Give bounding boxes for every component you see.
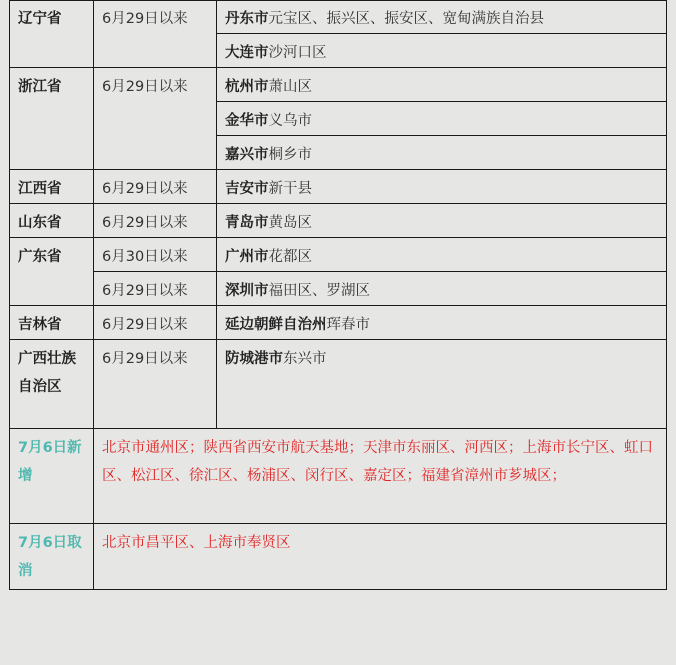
date-cell: 6月29日以来 (94, 68, 217, 170)
table-row (10, 429, 667, 524)
table-row (10, 238, 667, 272)
city-name: 杭州市 (225, 79, 269, 95)
district-names: 萧山区 (268, 79, 312, 95)
city-name: 大连市 (225, 45, 269, 61)
area-cell (217, 102, 667, 136)
date-cell: 6月29日以来 (94, 340, 217, 429)
area-cell (217, 238, 667, 272)
area-cell (217, 1, 667, 34)
city-name: 青岛市 (225, 215, 269, 231)
district-names: 桐乡市 (268, 147, 312, 163)
province-cell: 广东省 (10, 238, 94, 306)
district-names: 元宝区、振兴区、振安区、宽甸满族自治县 (268, 11, 544, 27)
table-row (10, 204, 667, 238)
district-names: 花都区 (268, 249, 312, 265)
date-cell: 6月29日以来 (94, 204, 217, 238)
area-cell (217, 68, 667, 102)
date-cell: 6月29日以来 (94, 170, 217, 204)
area-cell (217, 306, 667, 340)
city-name: 吉安市 (225, 181, 269, 197)
area-cell (217, 170, 667, 204)
table-row (10, 1, 667, 34)
province-cell: 辽宁省 (10, 1, 94, 68)
note-label-cancelled: 7月6日取消 (10, 524, 94, 590)
table-row (10, 272, 667, 306)
area-cell (217, 204, 667, 238)
district-names: 义乌市 (268, 113, 312, 129)
city-name: 丹东市 (225, 11, 269, 27)
risk-area-table (9, 0, 667, 590)
district-names: 东兴市 (283, 351, 327, 367)
area-cell (217, 34, 667, 68)
province-cell: 吉林省 (10, 306, 94, 340)
area-cell (217, 340, 667, 429)
city-name: 嘉兴市 (225, 147, 269, 163)
province-cell: 江西省 (10, 170, 94, 204)
note-text-added: 北京市通州区；陕西省西安市航天基地；天津市东丽区、河西区；上海市长宁区、虹口区、松江区、徐汇区、杨浦区、闵行区、嘉定区；福建省漳州市芗城区； (94, 429, 667, 524)
city-name: 金华市 (225, 113, 269, 129)
note-label-added: 7月6日新增 (10, 429, 94, 524)
city-name: 延边朝鲜自治州 (225, 317, 327, 333)
district-names: 新干县 (268, 181, 312, 197)
province-cell: 广西壮族自治区 (10, 340, 94, 429)
district-names: 沙河口区 (268, 45, 327, 61)
province-cell: 山东省 (10, 204, 94, 238)
date-cell: 6月29日以来 (94, 272, 217, 306)
district-names: 福田区、罗湖区 (268, 283, 370, 299)
area-cell (217, 136, 667, 170)
date-cell: 6月30日以来 (94, 238, 217, 272)
district-names: 黄岛区 (268, 215, 312, 231)
city-name: 广州市 (225, 249, 269, 265)
date-cell: 6月29日以来 (94, 306, 217, 340)
table-row (10, 524, 667, 590)
area-cell (217, 272, 667, 306)
city-name: 深圳市 (225, 283, 269, 299)
table-row (10, 170, 667, 204)
table-row (10, 68, 667, 102)
province-cell: 浙江省 (10, 68, 94, 170)
table-row (10, 340, 667, 429)
date-cell: 6月29日以来 (94, 1, 217, 68)
table-row (10, 306, 667, 340)
district-names: 珲春市 (326, 317, 370, 333)
city-name: 防城港市 (225, 351, 283, 367)
note-text-cancelled: 北京市昌平区、上海市奉贤区 (94, 524, 667, 590)
